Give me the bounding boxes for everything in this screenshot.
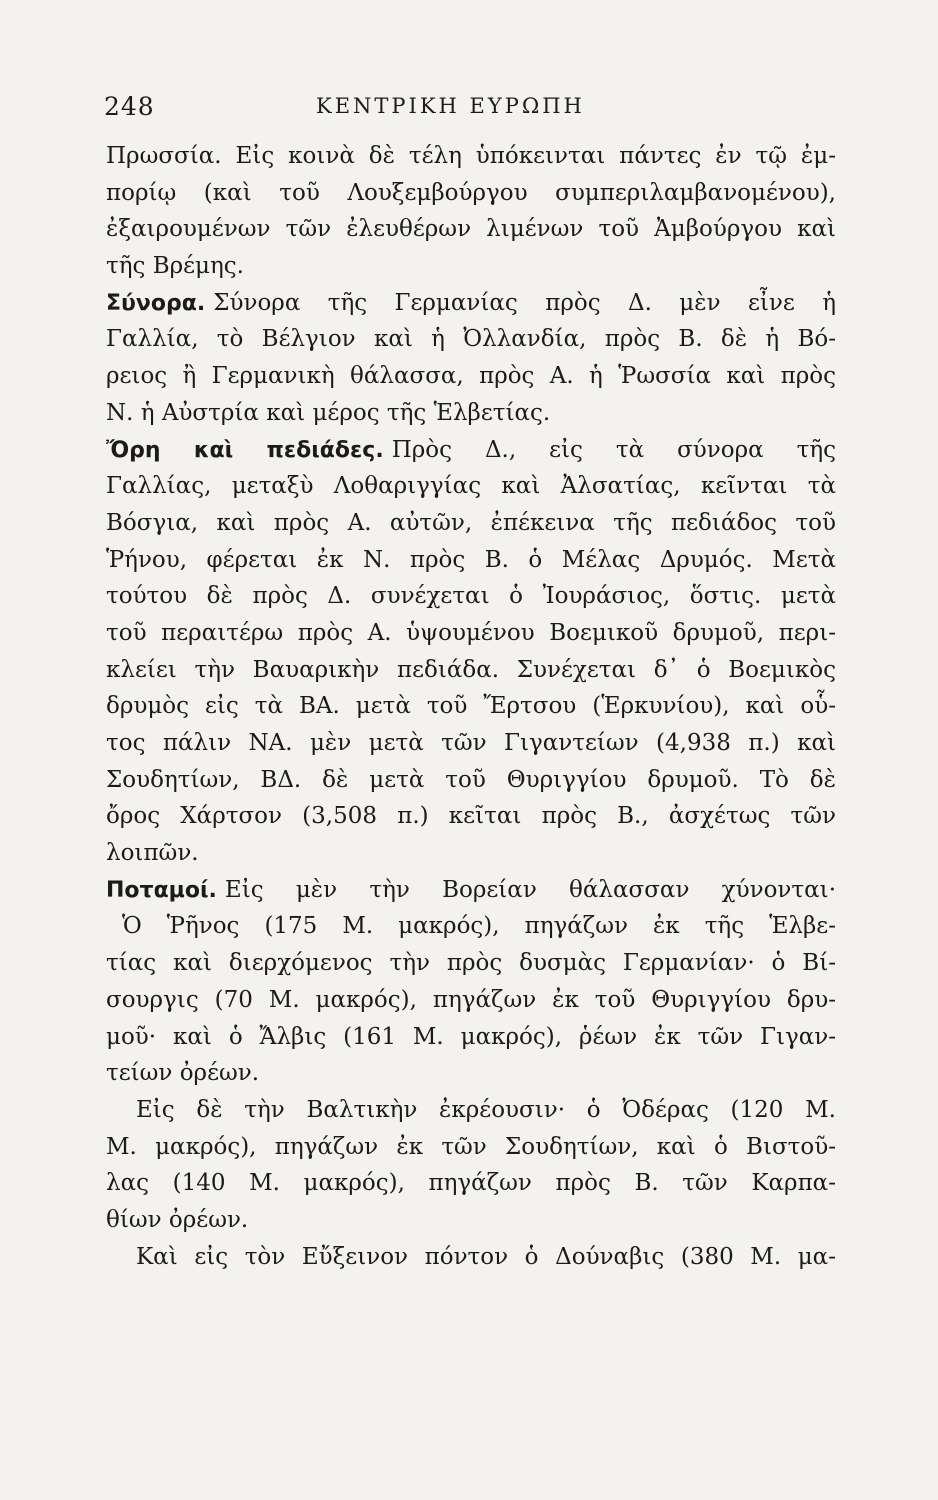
text-line — [106, 1092, 836, 1129]
line-text: μοῦ· καὶ ὁ Ἄλβις (161 Μ. μακρός), ῥέων ἐκ τῶν Γιγαν- — [106, 1023, 836, 1050]
running-title: ΚΕΝΤΡΙΚΗ ΕΥΡΩΠΗ — [316, 94, 585, 118]
line-text: Καὶ εἰς τὸν Εὔξεινον πόντον ὁ Δούναβις (380 Μ. μα- — [136, 1243, 836, 1270]
line-text: Εἰς μὲν τὴν Βορείαν θάλασσαν χύνονται· — [224, 876, 836, 903]
text-line — [106, 762, 836, 799]
line-text: Βόσγια, καὶ πρὸς Α. αὐτῶν, ἐπέκεινα τῆς πεδιάδος τοῦ — [106, 509, 836, 536]
text-line — [106, 175, 836, 212]
section-heading: Ὄρη καὶ πεδιάδες. — [106, 437, 384, 463]
text-line — [106, 1129, 836, 1166]
section-heading: Ποταμοί. — [106, 877, 217, 903]
line-text: Ν. ἡ Αὐστρία καὶ μέρος τῆς Ἑλβετίας. — [106, 399, 551, 426]
page-header — [104, 92, 824, 124]
line-text: κλείει τὴν Βαυαρικὴν πεδιάδα. Συνέχεται δ᾽ ὁ Βοεμικὸς — [106, 656, 836, 683]
text-line — [106, 872, 836, 909]
line-text: πορίῳ (καὶ τοῦ Λουξεμβούργου συμπεριλαμβανομένου), — [106, 179, 836, 206]
line-text: Πρωσσία. Εἰς κοινὰ δὲ τέλη ὑπόκεινται πάντες ἐν τῷ ἐμ- — [106, 143, 836, 169]
text-line — [106, 835, 836, 872]
line-text: Γαλλίας, μεταξὺ Λοθαριγγίας καὶ Ἀλσατίας, κεῖνται τὰ — [106, 473, 836, 500]
text-line — [106, 468, 836, 505]
text-line — [106, 1019, 836, 1056]
text-line — [106, 725, 836, 762]
line-text: Ῥήνου, φέρεται ἐκ Ν. πρὸς Β. ὁ Μέλας Δρυμός. Μετὰ — [106, 546, 836, 573]
text-line — [106, 908, 836, 945]
line-text: τος πάλιν ΝΑ. μὲν μετὰ τῶν Γιγαντείων (4,938 π.) καὶ — [106, 730, 836, 756]
line-text: Πρὸς Δ., εἰς τὰ σύνορα τῆς — [391, 436, 836, 463]
section-heading: Σύνορα. — [106, 290, 206, 316]
line-text: τούτου δὲ πρὸς Δ. συνέχεται ὁ Ἰουράσιος, ὅστις. μετὰ — [106, 583, 836, 610]
body-text — [106, 138, 836, 1275]
text-line — [106, 1239, 836, 1276]
line-text: λας (140 Μ. μακρός), πηγάζων πρὸς Β. τῶν Καρπα- — [106, 1170, 836, 1197]
text-line — [106, 358, 836, 395]
line-text: Ὁ Ῥῆνος (175 Μ. μακρός), πηγάζων ἐκ τῆς Ἑλβε- — [122, 913, 836, 940]
text-line — [106, 945, 836, 982]
text-line — [106, 982, 836, 1019]
text-line — [106, 1055, 836, 1092]
text-line — [106, 578, 836, 615]
text-line — [106, 211, 836, 248]
line-text: τῆς Βρέμης. — [106, 253, 244, 280]
line-text: τοῦ περαιτέρω πρὸς Α. ὑψουμένου Βοεμικοῦ δρυμοῦ, περι- — [106, 619, 836, 646]
line-text: λοιπῶν. — [106, 840, 199, 867]
text-line — [106, 1202, 836, 1239]
line-text: Σουδητίων, ΒΔ. δὲ μετὰ τοῦ Θυριγγίου δρυμοῦ. Τὸ δὲ — [106, 766, 836, 793]
line-text: τείων ὀρέων. — [106, 1060, 260, 1087]
text-line — [106, 1165, 836, 1202]
text-line — [106, 395, 836, 432]
text-line — [106, 688, 836, 725]
line-text: ἐξαιρουμένων τῶν ἐλευθέρων λιμένων τοῦ Ἀμβούργου καὶ — [106, 216, 836, 243]
text-line — [106, 542, 836, 579]
text-line — [106, 285, 836, 322]
text-line — [106, 248, 836, 285]
page-number: 248 — [104, 92, 155, 121]
text-line — [106, 432, 836, 469]
line-text: τίας καὶ διερχόμενος τὴν πρὸς δυσμὰς Γερμανίαν· ὁ Βί- — [106, 950, 836, 977]
text-line — [106, 798, 836, 835]
line-text: Γαλλία, τὸ Βέλγιον καὶ ἡ Ὀλλανδία, πρὸς Β. δὲ ἡ Βό- — [106, 326, 836, 353]
text-line — [106, 321, 836, 358]
line-text: Εἰς δὲ τὴν Βαλτικὴν ἐκρέουσιν· ὁ Ὀδέρας (120 Μ. — [136, 1096, 836, 1123]
line-text: Μ. μακρός), πηγάζων ἐκ τῶν Σουδητίων, καὶ ὁ Βιστοῦ- — [106, 1133, 836, 1160]
line-text: δρυμὸς εἰς τὰ ΒΑ. μετὰ τοῦ Ἔρτσου (Ἑρκυνίου), καὶ οὗ- — [106, 693, 836, 720]
text-line — [106, 615, 836, 652]
line-text: σουργις (70 Μ. μακρός), πηγάζων ἐκ τοῦ Θυριγγίου δρυ- — [106, 986, 836, 1013]
line-text: ρειος ἢ Γερμανικὴ θάλασσα, πρὸς Α. ἡ Ῥωσσία καὶ πρὸς — [106, 363, 836, 390]
line-text: ὄρος Χάρτσον (3,508 π.) κεῖται πρὸς Β., ἀσχέτως τῶν — [106, 803, 836, 830]
line-text: Σύνορα τῆς Γερμανίας πρὸς Δ. μὲν εἶνε ἡ — [213, 289, 836, 316]
text-line — [106, 652, 836, 689]
text-line — [106, 505, 836, 542]
text-line — [106, 138, 836, 175]
line-text: θίων ὀρέων. — [106, 1206, 249, 1233]
